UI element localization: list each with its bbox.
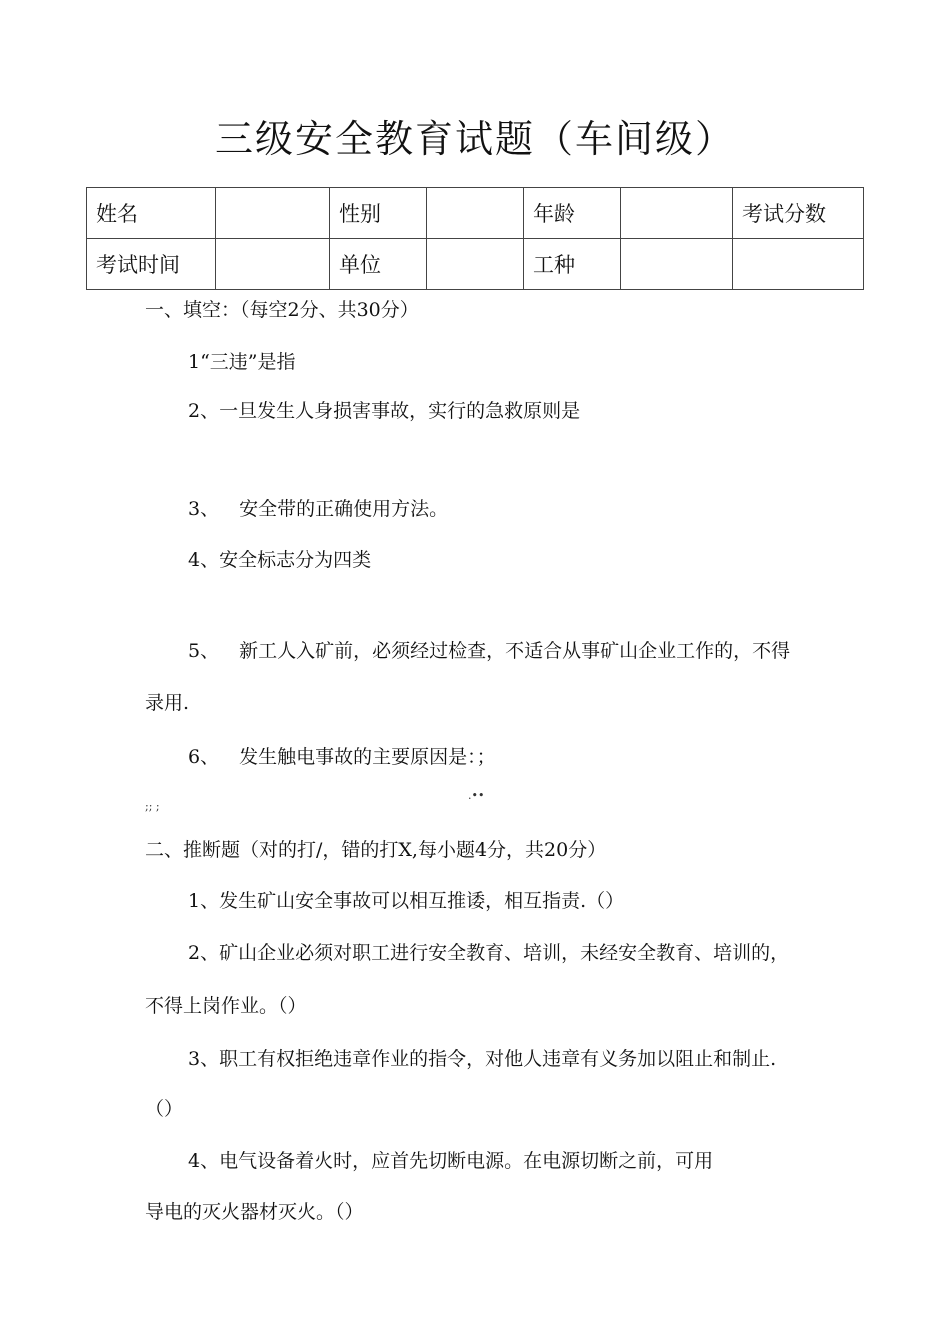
question-number: 3、 [188, 498, 220, 520]
question-text: 安全带的正确使用方法。 [239, 498, 449, 520]
question-text: 新工人入矿前，必须经过检查，不适合从事矿山企业工作的，不得 [239, 640, 791, 662]
age-field[interactable] [621, 188, 733, 239]
question-text: 发生触电事故的主要原因是：； [239, 746, 496, 768]
score-label: 考试分数 [733, 188, 864, 239]
fill-question-3 [188, 494, 448, 521]
unit-label: 单位 [330, 239, 427, 290]
question-number: 5、 [188, 640, 220, 662]
info-table [86, 187, 864, 290]
judge-question-4: 4、电气设备着火时，应首先切断电源。在电源切断之前，可用 [188, 1150, 714, 1172]
name-field[interactable] [216, 188, 330, 239]
name-label: 姓名 [87, 188, 216, 239]
info-row [87, 188, 864, 239]
fill-question-2: 2、一旦发生人身损害事故，实行的急救原则是 [188, 400, 581, 422]
fill-question-5 [188, 636, 790, 663]
judge-question-3: 3、职工有权拒绝违章作业的指令，对他人违章有义务加以阻止和制止. [188, 1048, 777, 1070]
age-label: 年龄 [524, 188, 621, 239]
judge-question-4-continuation: 导电的灭火器材灭火。（） [145, 1201, 364, 1223]
exam-time-label: 考试时间 [87, 239, 216, 290]
fill-question-4: 4、安全标志分为四类 [188, 549, 372, 571]
gender-label: 性别 [330, 188, 427, 239]
unit-field[interactable] [427, 239, 524, 290]
stray-marks-middle: .•• [468, 789, 485, 802]
exam-time-field[interactable] [216, 239, 330, 290]
section1-heading: 一、填空：（每空2分、共30分） [145, 299, 419, 321]
section2-heading: 二、推断题（对的打/，错的打X,每小题4分，共20分） [145, 839, 607, 861]
job-type-label: 工种 [524, 239, 621, 290]
score-field[interactable] [733, 239, 864, 290]
job-type-field[interactable] [621, 239, 733, 290]
info-row [87, 239, 864, 290]
page-title: 三级安全教育试题（车间级） [214, 117, 735, 161]
fill-question-1: 1“三违”是指 [188, 351, 296, 373]
fill-question-5-continuation: 录用. [145, 692, 190, 714]
judge-question-3-continuation: （） [145, 1098, 184, 1120]
fill-question-6 [188, 742, 496, 769]
judge-question-2-continuation: 不得上岗作业。（） [145, 995, 307, 1017]
gender-field[interactable] [427, 188, 524, 239]
judge-question-2: 2、矿山企业必须对职工进行安全教育、培训，未经安全教育、培训的， [188, 942, 790, 964]
stray-marks-left: ;; ; [145, 800, 160, 813]
judge-question-1: 1、发生矿山安全事故可以相互推诿，相互指责.（） [188, 890, 625, 912]
question-number: 6、 [188, 746, 220, 768]
